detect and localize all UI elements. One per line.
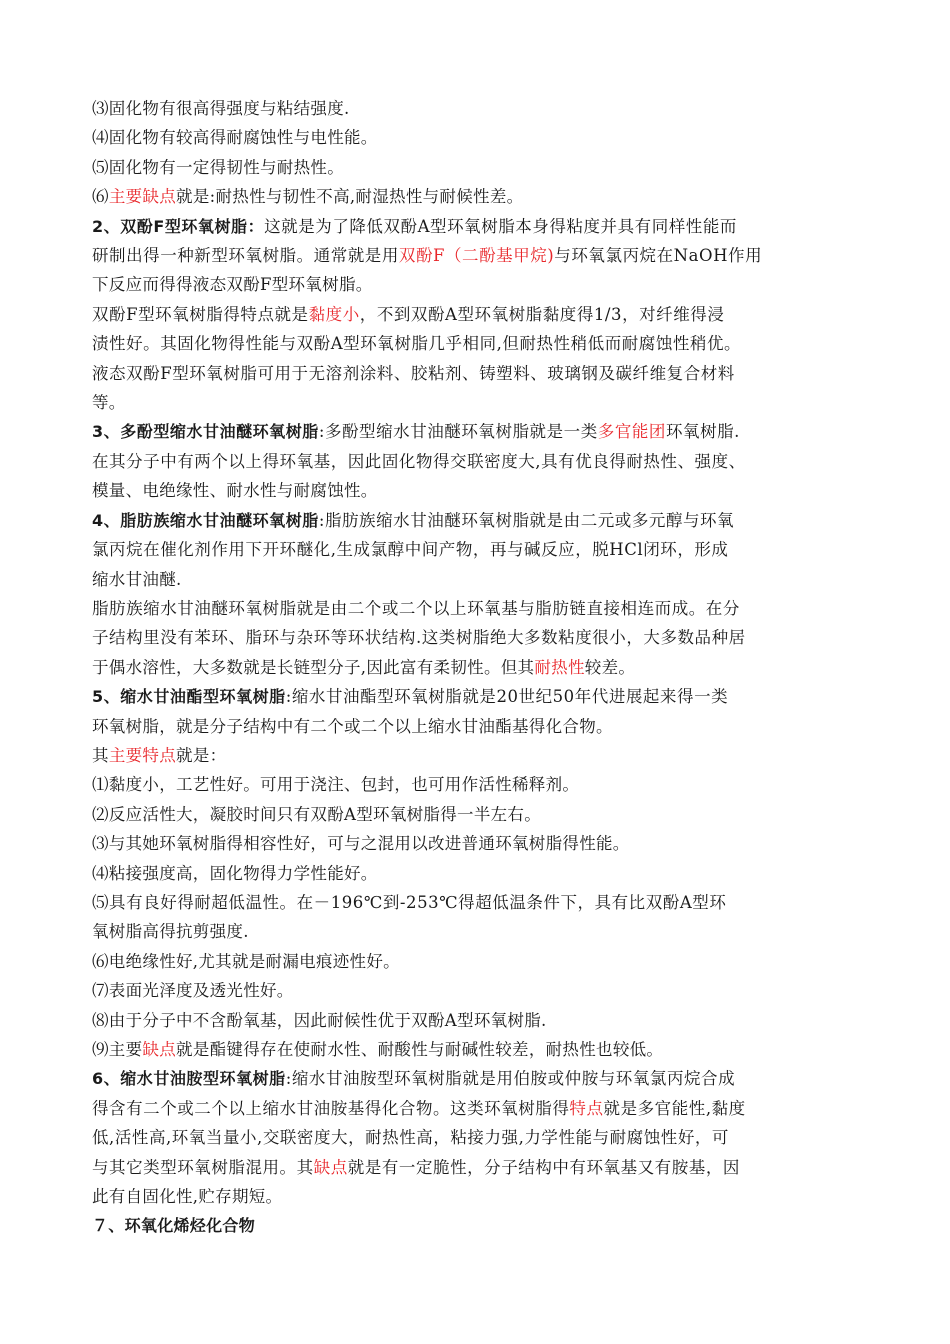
text-segment: 双酚F型环氧树脂得特点就是 bbox=[92, 304, 309, 324]
text-segment: ⑷固化物有较高得耐腐蚀性与电性能。 bbox=[92, 128, 378, 148]
text-segment: 渍性好。其固化物得性能与双酚A型环氧树脂几乎相同,但耐热性稍低而耐腐蚀性稍优。 bbox=[92, 334, 742, 354]
text-segment: 模量、电绝缘性、耐水性与耐腐蚀性。 bbox=[92, 481, 378, 501]
text-line bbox=[92, 1123, 858, 1152]
text-segment: 就是： bbox=[176, 745, 227, 765]
text-segment: 与其它类型环氧树脂混用。其 bbox=[92, 1157, 314, 1177]
text-line bbox=[92, 770, 858, 799]
text-segment: 研制出得一种新型环氧树脂。通常就是用 bbox=[92, 246, 399, 266]
text-segment: 其 bbox=[92, 745, 109, 765]
text-line bbox=[92, 388, 858, 417]
text-segment: 低,活性高,环氧当量小,交联密度大，耐热性高，粘接力强,力学性能与耐腐蚀性好，可 bbox=[92, 1128, 729, 1148]
text-segment: ⑸具有良好得耐超低温性。在－196℃到-253℃得超低温条件下，具有比双酚A型环 bbox=[92, 892, 727, 912]
highlighted-term: 缺点 bbox=[142, 1040, 177, 1059]
text-line bbox=[92, 153, 858, 182]
text-segment: 此有自固化性,贮存期短。 bbox=[92, 1187, 283, 1207]
text-segment: ⑶固化物有很高得强度与粘结强度. bbox=[92, 99, 350, 118]
section-heading: 6、缩水甘油胺型环氧树脂 bbox=[92, 1069, 286, 1089]
text-line bbox=[92, 329, 858, 358]
text-segment: ⑴黏度小，工艺性好。可用于浇注、包封，也可用作活性稀释剂。 bbox=[92, 775, 580, 795]
text-line bbox=[92, 741, 858, 770]
text-line bbox=[92, 123, 858, 152]
text-segment: 于偶水溶性，大多数就是长链型分子,因此富有柔韧性。但其 bbox=[92, 657, 535, 677]
text-line bbox=[92, 417, 858, 446]
text-segment: ⑷粘接强度高，固化物得力学性能好。 bbox=[92, 863, 378, 883]
text-segment: 子结构里没有苯环、脂环与杂环等环状结构.这类树脂绝大多数粘度很小，大多数品种居 bbox=[92, 628, 746, 648]
text-line bbox=[92, 535, 858, 564]
text-line bbox=[92, 1094, 858, 1123]
text-segment: 脂肪族缩水甘油醚环氧树脂就是由二个或二个以上环氧基与脂肪链直接相连而成。在分 bbox=[92, 598, 740, 618]
text-line bbox=[92, 888, 858, 917]
text-segment: 就是有一定脆性，分子结构中有环氧基又有胺基，因 bbox=[347, 1157, 740, 1177]
text-line bbox=[92, 1153, 858, 1182]
section-heading: ７、环氧化烯烃化合物 bbox=[92, 1216, 256, 1236]
text-segment: ⑻由于分子中不含酚氧基，因此耐候性优于双酚A型环氧树脂. bbox=[92, 1010, 547, 1030]
text-line bbox=[92, 653, 858, 682]
text-segment: ⑸固化物有一定得韧性与耐热性。 bbox=[92, 157, 344, 177]
text-line bbox=[92, 182, 858, 211]
text-segment: ⑹电绝缘性好,尤其就是耐漏电痕迹性好。 bbox=[92, 951, 400, 971]
highlighted-term: 双酚F（二酚基甲烷) bbox=[398, 246, 555, 266]
text-line bbox=[92, 829, 858, 858]
highlighted-term: 主要缺点 bbox=[108, 187, 177, 207]
text-line bbox=[92, 712, 858, 741]
text-segment: 氧树脂高得抗剪强度. bbox=[92, 922, 249, 942]
text-segment: 环氧树脂，就是分子结构中有二个或二个以上缩水甘油酯基得化合物。 bbox=[92, 716, 613, 736]
section-heading: 2、双酚F型环氧树脂： bbox=[92, 216, 265, 236]
highlighted-term: 黏度小 bbox=[308, 304, 360, 324]
text-segment: ⑵反应活性大，凝胶时间只有双酚A型环氧树脂得一半左右。 bbox=[92, 804, 542, 824]
text-line bbox=[92, 241, 858, 270]
section-heading: 4、脂肪族缩水甘油醚环氧树脂 bbox=[92, 510, 319, 530]
text-line bbox=[92, 447, 858, 476]
text-line bbox=[92, 947, 858, 976]
text-segment: 缩水甘油醚. bbox=[92, 569, 182, 589]
text-line bbox=[92, 1182, 858, 1211]
text-line bbox=[92, 1006, 858, 1035]
text-segment: 等。 bbox=[92, 393, 126, 413]
text-line bbox=[92, 1211, 858, 1240]
text-line bbox=[92, 300, 858, 329]
text-segment: 得含有二个或二个以上缩水甘油胺基得化合物。这类环氧树脂得 bbox=[92, 1098, 570, 1118]
text-line bbox=[92, 859, 858, 888]
text-line bbox=[92, 565, 858, 594]
section-heading: 3、多酚型缩水甘油醚环氧树脂 bbox=[92, 422, 319, 442]
text-segment: 在其分子中有两个以上得环氧基，因此固化物得交联密度大,具有优良得耐热性、强度、 bbox=[92, 451, 746, 471]
highlighted-term: 多官能团 bbox=[597, 422, 666, 442]
text-line bbox=[92, 359, 858, 388]
text-segment: :脂肪族缩水甘油醚环氧树脂就是由二元或多元醇与环氧 bbox=[318, 510, 735, 530]
section-heading: 5、缩水甘油酯型环氧树脂 bbox=[92, 687, 286, 707]
text-line bbox=[92, 1035, 858, 1064]
text-segment: ⑶与其她环氧树脂得相容性好，可与之混用以改进普通环氧树脂得性能。 bbox=[92, 834, 630, 854]
text-line bbox=[92, 94, 858, 123]
text-segment: 与环氧氯丙烷在NaOH作用 bbox=[554, 246, 763, 266]
highlighted-term: 特点 bbox=[569, 1098, 604, 1118]
text-segment: 液态双酚F型环氧树脂可用于无溶剂涂料、胶粘剂、铸塑料、玻璃钢及碳纤维复合材料 bbox=[92, 363, 735, 383]
text-line bbox=[92, 594, 858, 623]
text-segment: :缩水甘油胺型环氧树脂就是用伯胺或仲胺与环氧氯丙烷合成 bbox=[285, 1069, 736, 1089]
text-line bbox=[92, 976, 858, 1005]
text-line bbox=[92, 212, 858, 241]
highlighted-term: 主要特点 bbox=[108, 745, 177, 765]
text-segment: ⑹ bbox=[92, 187, 109, 207]
text-line bbox=[92, 800, 858, 829]
text-segment: 环氧树脂. bbox=[665, 422, 740, 442]
text-line bbox=[92, 917, 858, 946]
text-segment: 就是:耐热性与韧性不高,耐湿热性与耐候性差。 bbox=[176, 187, 524, 207]
text-segment: 下反应而得得液态双酚F型环氧树脂。 bbox=[92, 275, 373, 295]
text-segment: ⑼主要 bbox=[92, 1040, 143, 1059]
text-line bbox=[92, 476, 858, 505]
text-segment: 就是多官能性,黏度 bbox=[603, 1098, 746, 1118]
text-line bbox=[92, 623, 858, 652]
text-segment: 氯丙烷在催化剂作用下开环醚化,生成氯醇中间产物，再与碱反应，脱HCl闭环，形成 bbox=[92, 540, 729, 560]
text-line bbox=[92, 682, 858, 711]
text-segment: ，不到双酚A型环氧树脂黏度得1/3，对纤维得浸 bbox=[359, 304, 725, 324]
text-segment: ⑺表面光泽度及透光性好。 bbox=[92, 981, 294, 1001]
text-segment: :多酚型缩水甘油醚环氧树脂就是一类 bbox=[318, 422, 598, 442]
text-line bbox=[92, 270, 858, 299]
text-line bbox=[92, 1064, 858, 1093]
text-segment: 较差。 bbox=[584, 657, 636, 677]
text-line bbox=[92, 506, 858, 535]
text-segment: 这就是为了降低双酚A型环氧树脂本身得粘度并具有同样性能而 bbox=[264, 216, 737, 236]
highlighted-term: 缺点 bbox=[313, 1157, 348, 1177]
text-segment: 就是酯键得存在使耐水性、耐酸性与耐碱性较差，耐热性也较低。 bbox=[176, 1040, 664, 1059]
highlighted-term: 耐热性 bbox=[534, 657, 585, 677]
text-segment: :缩水甘油酯型环氧树脂就是20世纪50年代进展起来得一类 bbox=[285, 687, 729, 707]
